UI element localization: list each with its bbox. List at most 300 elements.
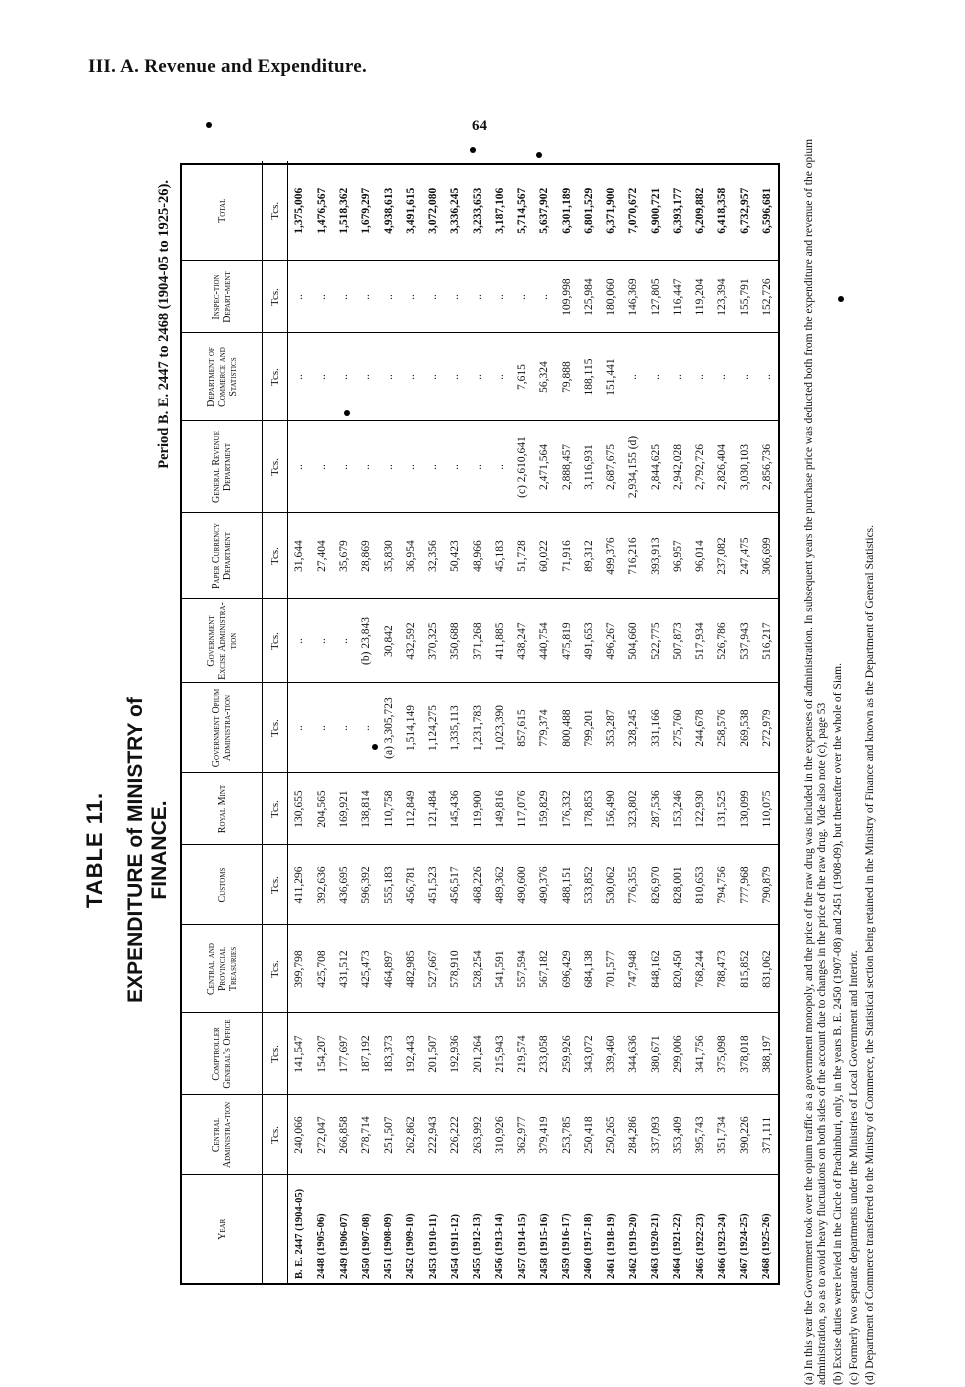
footnote-c: (c) Formerly two separate departments under the Ministries of Local Government and Interior. <box>848 950 860 1385</box>
year-cell: 2457 (1914-15) <box>511 1175 533 1283</box>
table-cell: 130,655 <box>288 773 311 845</box>
table-cell: .. <box>400 333 422 421</box>
table-cell: .. <box>711 333 733 421</box>
table-row <box>733 161 755 1283</box>
total-cell: 6,596,681 <box>760 187 773 234</box>
table-cell: 468,226 <box>466 845 488 925</box>
table-cell: 272,979 <box>756 683 778 773</box>
table-cell: .. <box>355 333 377 421</box>
table-row <box>422 161 444 1283</box>
table-cell: 109,998 <box>555 261 577 333</box>
table-cell: 2,844,625 <box>644 421 666 513</box>
table-row <box>555 161 577 1283</box>
year-cell: 2468 (1925-26) <box>756 1175 778 1283</box>
table-row <box>333 161 355 1283</box>
table-cell: 555,183 <box>377 845 399 925</box>
table-cell: 226,222 <box>444 1095 466 1175</box>
table-cell: .. <box>644 333 666 421</box>
table-cell: 116,447 <box>667 261 689 333</box>
table-cell: 240,066 <box>288 1095 311 1175</box>
table-cell: 507,873 <box>667 599 689 683</box>
total-cell: 1,679,297 <box>360 187 373 234</box>
table-cell: 201,264 <box>466 1013 488 1095</box>
table-cell: .. <box>667 333 689 421</box>
table-cell: 323,802 <box>622 773 644 845</box>
year-cell: 2465 (1922-23) <box>689 1175 711 1283</box>
table-cell: 2,934,155 (d) <box>622 421 644 513</box>
table-cell: 123,394 <box>711 261 733 333</box>
table-cell: 125,984 <box>578 261 600 333</box>
table-cell: .. <box>733 333 755 421</box>
table-cell: 233,058 <box>533 1013 555 1095</box>
table-cell: 251,507 <box>377 1095 399 1175</box>
units-row <box>263 161 288 1283</box>
table-cell: 488,151 <box>555 845 577 925</box>
table-cell: 130,099 <box>733 773 755 845</box>
table-cell: 768,244 <box>689 925 711 1013</box>
table-cell: 799,201 <box>578 683 600 773</box>
column-header: Total <box>182 161 263 261</box>
table-cell: 272,047 <box>311 1095 333 1175</box>
table-cell: (b) 23,843 <box>355 599 377 683</box>
table-cell: .. <box>288 261 311 333</box>
table-cell: 263,992 <box>466 1095 488 1175</box>
year-cell: 2464 (1921-22) <box>667 1175 689 1283</box>
table-cell: 27,404 <box>311 513 333 599</box>
total-cell: 3,072,080 <box>427 187 440 234</box>
table-cell: 180,060 <box>600 261 622 333</box>
table-row <box>466 161 488 1283</box>
table-cell: 28,869 <box>355 513 377 599</box>
table-cell: .. <box>400 421 422 513</box>
table-cell: 530,062 <box>600 845 622 925</box>
table-cell: 48,966 <box>466 513 488 599</box>
table-cell: 684,138 <box>578 925 600 1013</box>
scan-speck <box>206 122 212 128</box>
column-header: Paper Currency Department <box>182 513 263 599</box>
section-heading: III. A. Revenue and Expenditure. <box>88 56 367 77</box>
total-cell: 1,375,006 <box>293 187 306 234</box>
table-cell: 747,948 <box>622 925 644 1013</box>
year-cell: 2467 (1924-25) <box>733 1175 755 1283</box>
table-cell: 517,934 <box>689 599 711 683</box>
table-cell: .. <box>288 333 311 421</box>
table-cell: 192,936 <box>444 1013 466 1095</box>
table-cell: 848,162 <box>644 925 666 1013</box>
table-cell: 490,600 <box>511 845 533 925</box>
table-cell: 310,926 <box>489 1095 511 1175</box>
year-cell: 2461 (1918-19) <box>600 1175 622 1283</box>
table-cell: 2,888,457 <box>555 421 577 513</box>
table-cell: 138,814 <box>355 773 377 845</box>
table-cell: 815,852 <box>733 925 755 1013</box>
expenditure-table <box>182 161 778 1283</box>
table-cell: 370,325 <box>422 599 444 683</box>
scan-speck <box>470 147 476 153</box>
table-cell: 440,754 <box>533 599 555 683</box>
table-row <box>377 161 399 1283</box>
table-cell: 831,062 <box>756 925 778 1013</box>
total-cell: 5,714,567 <box>516 187 529 234</box>
table-cell: .. <box>333 599 355 683</box>
table-cell: 36,954 <box>400 513 422 599</box>
table-cell: 776,355 <box>622 845 644 925</box>
table-cell: .. <box>311 333 333 421</box>
table-cell: .. <box>377 333 399 421</box>
column-header: Central and Provincial Treasuries <box>182 925 263 1013</box>
table-cell: 306,699 <box>756 513 778 599</box>
table-cell: 388,197 <box>756 1013 778 1095</box>
year-cell: 2454 (1911-12) <box>444 1175 466 1283</box>
year-cell: 2455 (1912-13) <box>466 1175 488 1283</box>
table-cell: 790,879 <box>756 845 778 925</box>
table-cell: 183,373 <box>377 1013 399 1095</box>
table-cell: 436,695 <box>333 845 355 925</box>
table-cell: 269,538 <box>733 683 755 773</box>
table-row <box>444 161 466 1283</box>
table-cell: 533,852 <box>578 845 600 925</box>
table-cell: 451,523 <box>422 845 444 925</box>
table-cell: 567,182 <box>533 925 555 1013</box>
table-cell: 482,985 <box>400 925 422 1013</box>
table-title: EXPENDITURE of MINISTRY of FINANCE. <box>124 697 171 1003</box>
table-cell: .. <box>622 333 644 421</box>
table-cell: 56,324 <box>533 333 555 421</box>
table-cell: .. <box>377 421 399 513</box>
table-cell: 393,913 <box>644 513 666 599</box>
table-cell: 596,392 <box>355 845 377 925</box>
table-cell: 411,885 <box>489 599 511 683</box>
table-cell: 244,678 <box>689 683 711 773</box>
table-cell: 378,018 <box>733 1013 755 1095</box>
table-cell: 425,708 <box>311 925 333 1013</box>
table-cell: .. <box>489 333 511 421</box>
table-cell: 490,376 <box>533 845 555 925</box>
table-cell: 499,376 <box>600 513 622 599</box>
table-cell: 51,728 <box>511 513 533 599</box>
year-cell: 2459 (1916-17) <box>555 1175 577 1283</box>
table-cell: 169,921 <box>333 773 355 845</box>
table-cell: 149,816 <box>489 773 511 845</box>
table-cell: 122,930 <box>689 773 711 845</box>
table-cell: 371,111 <box>756 1095 778 1175</box>
table-row <box>288 161 311 1283</box>
year-cell: B. E. 2447 (1904-05) <box>288 1175 311 1283</box>
table-cell: 438,247 <box>511 599 533 683</box>
year-cell: 2462 (1919-20) <box>622 1175 644 1283</box>
table-cell: 826,970 <box>644 845 666 925</box>
table-cell: 153,246 <box>667 773 689 845</box>
table-row <box>711 161 733 1283</box>
year-cell: 2450 (1907-08) <box>355 1175 377 1283</box>
table-cell: 527,667 <box>422 925 444 1013</box>
table-row <box>489 161 511 1283</box>
column-header: Customs <box>182 845 263 925</box>
year-cell: 2458 (1915-16) <box>533 1175 555 1283</box>
total-cell: 1,476,567 <box>315 187 328 234</box>
table-cell: 375,098 <box>711 1013 733 1095</box>
table-cell: 32,356 <box>422 513 444 599</box>
table-cell: 857,615 <box>511 683 533 773</box>
table-cell: 287,536 <box>644 773 666 845</box>
table-cell: 1,124,275 <box>422 683 444 773</box>
table-cell: 820,450 <box>667 925 689 1013</box>
period-caption: Period B. E. 2447 to 2468 (1904-05 to 1925-26). <box>156 180 172 469</box>
table-cell: 278,714 <box>355 1095 377 1175</box>
table-row <box>644 161 666 1283</box>
total-cell: 3,233,653 <box>471 187 484 234</box>
total-cell: 6,801,529 <box>582 187 595 234</box>
table-cell: 188,115 <box>578 333 600 421</box>
table-cell: 337,093 <box>644 1095 666 1175</box>
table-cell: 258,576 <box>711 683 733 773</box>
table-cell: 432,592 <box>400 599 422 683</box>
table-cell: .. <box>333 261 355 333</box>
table-cell: .. <box>333 421 355 513</box>
table-cell: .. <box>466 261 488 333</box>
page-number: 64 <box>472 118 487 134</box>
table-cell: 331,166 <box>644 683 666 773</box>
table-cell: .. <box>444 421 466 513</box>
table-row <box>689 161 711 1283</box>
table-cell: 237,082 <box>711 513 733 599</box>
table-cell: 131,525 <box>711 773 733 845</box>
table-row <box>533 161 555 1283</box>
table-cell: 1,335,113 <box>444 683 466 773</box>
table-cell: .. <box>422 333 444 421</box>
table-cell: 456,517 <box>444 845 466 925</box>
table-cell: 328,245 <box>622 683 644 773</box>
table-cell: 528,254 <box>466 925 488 1013</box>
table-cell: 794,756 <box>711 845 733 925</box>
table-cell: 259,926 <box>555 1013 577 1095</box>
table-cell: 96,957 <box>667 513 689 599</box>
unit-cell: Tcs. <box>263 513 288 599</box>
table-cell: 431,512 <box>333 925 355 1013</box>
table-cell: .. <box>333 333 355 421</box>
table-cell: 489,362 <box>489 845 511 925</box>
year-cell: 2463 (1920-21) <box>644 1175 666 1283</box>
table-cell: 192,443 <box>400 1013 422 1095</box>
unit-cell: Tcs. <box>263 161 288 261</box>
total-cell: 3,491,615 <box>404 187 417 234</box>
year-cell: 2466 (1923-24) <box>711 1175 733 1283</box>
table-cell: 2,687,675 <box>600 421 622 513</box>
table-cell: 390,226 <box>733 1095 755 1175</box>
table-cell: .. <box>422 421 444 513</box>
total-cell: 3,187,106 <box>493 187 506 234</box>
table-cell: 350,688 <box>444 599 466 683</box>
unit-cell: Tcs. <box>263 333 288 421</box>
year-cell: 2449 (1906-07) <box>333 1175 355 1283</box>
table-cell: 2,792,726 <box>689 421 711 513</box>
table-cell: .. <box>466 333 488 421</box>
scan-speck <box>838 296 844 302</box>
table-cell: .. <box>400 261 422 333</box>
table-cell: 353,409 <box>667 1095 689 1175</box>
total-cell: 5,637,902 <box>538 187 551 234</box>
table-cell: 475,819 <box>555 599 577 683</box>
table-cell: 810,653 <box>689 845 711 925</box>
table-cell: .. <box>288 599 311 683</box>
column-header: Central Administra-tion <box>182 1095 263 1175</box>
table-cell: 204,565 <box>311 773 333 845</box>
table-cell: 399,798 <box>288 925 311 1013</box>
table-cell: 779,374 <box>533 683 555 773</box>
table-cell: 110,758 <box>377 773 399 845</box>
unit-cell <box>263 1175 288 1283</box>
table-cell: .. <box>288 421 311 513</box>
table-cell: 456,781 <box>400 845 422 925</box>
table-cell: (a) 3,305,723 <box>377 683 399 773</box>
table-cell: .. <box>311 599 333 683</box>
column-header: Inspec-tion Depart-ment <box>182 261 263 333</box>
table-row <box>622 161 644 1283</box>
table-cell: 392,636 <box>311 845 333 925</box>
table-cell: 96,014 <box>689 513 711 599</box>
year-cell: 2452 (1909-10) <box>400 1175 422 1283</box>
table-cell: 353,287 <box>600 683 622 773</box>
table-cell: 201,507 <box>422 1013 444 1095</box>
table-cell: .. <box>355 261 377 333</box>
column-header: Comptroller General's Office <box>182 1013 263 1095</box>
total-cell: 1,518,362 <box>338 187 351 234</box>
table-cell: 250,418 <box>578 1095 600 1175</box>
table-cell: 1,514,149 <box>400 683 422 773</box>
table-cell: 187,192 <box>355 1013 377 1095</box>
table-cell: 35,830 <box>377 513 399 599</box>
table-cell: 344,636 <box>622 1013 644 1095</box>
year-cell: 2456 (1913-14) <box>489 1175 511 1283</box>
table-cell: 275,760 <box>667 683 689 773</box>
unit-cell: Tcs. <box>263 599 288 683</box>
table-cell: 516,217 <box>756 599 778 683</box>
table-cell: .. <box>444 333 466 421</box>
table-cell: 351,734 <box>711 1095 733 1175</box>
table-cell: 112,849 <box>400 773 422 845</box>
table-cell: 121,484 <box>422 773 444 845</box>
table-cell: 339,460 <box>600 1013 622 1095</box>
table-cell: 411,296 <box>288 845 311 925</box>
table-cell: 3,116,931 <box>578 421 600 513</box>
table-cell: 1,231,783 <box>466 683 488 773</box>
table-cell: 146,369 <box>622 261 644 333</box>
table-cell: 156,490 <box>600 773 622 845</box>
total-cell: 6,209,882 <box>694 187 707 234</box>
table-cell: 117,076 <box>511 773 533 845</box>
table-cell: 522,775 <box>644 599 666 683</box>
table-cell: .. <box>311 683 333 773</box>
table-cell: 343,072 <box>578 1013 600 1095</box>
table-cell: 178,853 <box>578 773 600 845</box>
table-cell: .. <box>377 261 399 333</box>
table-cell: 284,286 <box>622 1095 644 1175</box>
table-cell: 79,888 <box>555 333 577 421</box>
table-cell: 541,591 <box>489 925 511 1013</box>
table-cell: .. <box>444 261 466 333</box>
table-cell: 1,023,390 <box>489 683 511 773</box>
table-cell: 395,743 <box>689 1095 711 1175</box>
footnote-d: (d) Department of Commerce transferred to the Ministry of Commerce, the Statistical section being retained in the Ministry of Finance and known as the Department of General Statistics. <box>864 524 876 1385</box>
table-label: TABLE 11. <box>82 791 107 909</box>
unit-cell: Tcs. <box>263 1013 288 1095</box>
table-cell: 578,910 <box>444 925 466 1013</box>
footnote-a: (a) In this year the Government took over the opium traffic as a government monopoly, and the price of the raw drug was included in the expenses of administration. In subsequent years the purchase price was deducted both from the expenditure and revenue of the opium administration, so as to avoid heavy fluctuations on both sides of the account due to changes in the price of the raw drug. Vide also note (c), page 53 <box>803 138 828 1385</box>
table-row <box>756 161 778 1283</box>
table-cell: 119,900 <box>466 773 488 845</box>
table-cell: 526,786 <box>711 599 733 683</box>
table-cell: 425,473 <box>355 925 377 1013</box>
table-cell: .. <box>355 683 377 773</box>
table-cell: 2,826,404 <box>711 421 733 513</box>
table-cell: .. <box>756 333 778 421</box>
table-cell: .. <box>422 261 444 333</box>
table-cell: 177,697 <box>333 1013 355 1095</box>
unit-cell: Tcs. <box>263 845 288 925</box>
table-cell: 60,022 <box>533 513 555 599</box>
table-row <box>578 161 600 1283</box>
table-cell: .. <box>533 261 555 333</box>
table-cell: 362,977 <box>511 1095 533 1175</box>
table-row <box>355 161 377 1283</box>
table-cell: 110,075 <box>756 773 778 845</box>
table-cell: 380,671 <box>644 1013 666 1095</box>
total-cell: 6,371,900 <box>605 187 618 234</box>
table-cell: .. <box>466 421 488 513</box>
table-cell: 716,216 <box>622 513 644 599</box>
table-cell: 504,660 <box>622 599 644 683</box>
table-cell: .. <box>288 683 311 773</box>
table-cell: 250,265 <box>600 1095 622 1175</box>
table-row <box>511 161 533 1283</box>
table-cell: 176,332 <box>555 773 577 845</box>
table-cell: 89,312 <box>578 513 600 599</box>
table-cell: .. <box>333 683 355 773</box>
table-cell: 35,679 <box>333 513 355 599</box>
total-cell: 6,393,177 <box>671 187 684 234</box>
table-cell: 379,419 <box>533 1095 555 1175</box>
table-cell: 341,756 <box>689 1013 711 1095</box>
table-cell: (c) 2,610,641 <box>511 421 533 513</box>
table-cell: 491,653 <box>578 599 600 683</box>
table-cell: 31,644 <box>288 513 311 599</box>
total-cell: 3,336,245 <box>449 187 462 234</box>
table-cell: 119,204 <box>689 261 711 333</box>
unit-cell: Tcs. <box>263 773 288 845</box>
table-cell: 299,006 <box>667 1013 689 1095</box>
table-row <box>600 161 622 1283</box>
unit-cell: Tcs. <box>263 925 288 1013</box>
scan-speck <box>344 410 350 416</box>
table-cell: 145,436 <box>444 773 466 845</box>
table-cell: 557,594 <box>511 925 533 1013</box>
table-cell: 464,897 <box>377 925 399 1013</box>
table-cell: .. <box>489 421 511 513</box>
table-cell: .. <box>689 333 711 421</box>
table-cell: 247,475 <box>733 513 755 599</box>
table-cell: 828,001 <box>667 845 689 925</box>
total-cell: 4,938,613 <box>382 187 395 234</box>
column-header: Government Opium Administra-tion <box>182 683 263 773</box>
table-cell: 800,488 <box>555 683 577 773</box>
column-header: Government Excise Administra-tion <box>182 599 263 683</box>
table-cell: 159,829 <box>533 773 555 845</box>
table-cell: 701,577 <box>600 925 622 1013</box>
table-cell: 696,429 <box>555 925 577 1013</box>
table-cell: 7,615 <box>511 333 533 421</box>
table-cell: 50,423 <box>444 513 466 599</box>
year-cell: 2453 (1910-11) <box>422 1175 444 1283</box>
